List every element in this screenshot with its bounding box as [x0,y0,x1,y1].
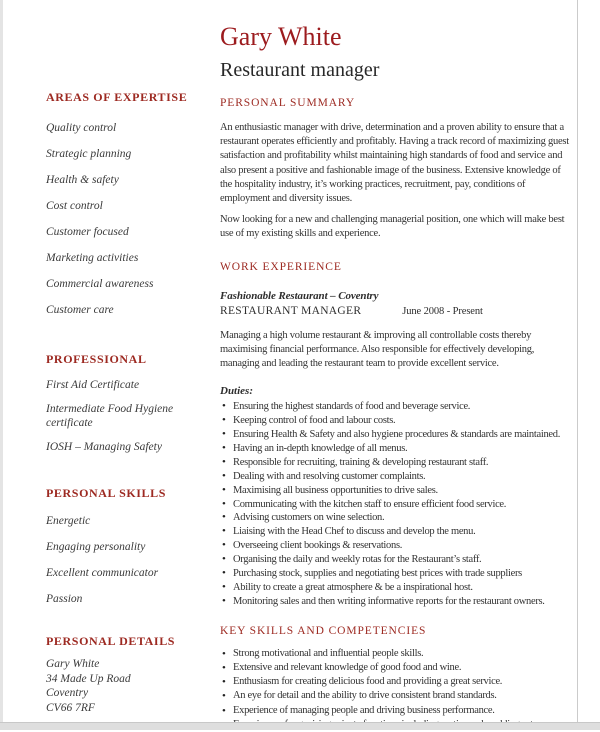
key-skills-list [220,647,569,732]
duties-list [220,400,569,609]
key-skill-item: • Extensive and relevant knowledge of good food and wine. [220,661,569,675]
work-description: Managing a high volume restaurant & improving all controllable costs thereby maximising financial performance. Also responsible for effectively developing, managing and leading the restaurant team to provide excellent service. [220,329,535,370]
duty-item: • Maximising all business opportunities to drive sales. [220,484,569,498]
candidate-name: Gary White [220,22,342,51]
list-item: Health & safety [46,174,119,186]
areas-of-expertise-heading: AREAS OF EXPERTISE [46,90,188,104]
role-row [220,304,569,319]
role-title: RESTAURANT MANAGER [220,304,362,317]
duty-item: • Overseeing client bookings & reservations. [220,539,569,553]
personal-skills-heading: PERSONAL SKILLS [46,486,167,500]
list-item: Customer focused [46,226,129,238]
list-item: CV66 7RF [46,701,95,714]
list-item: Energetic [46,515,91,527]
duty-item: • Keeping control of food and labour costs. [220,414,569,428]
personal-details-heading: PERSONAL DETAILS [46,634,176,648]
summary-paragraph-2: Now looking for a new and challenging managerial position, one which will make best use of my existing skills and experience. [220,214,565,240]
duty-item: • Monitoring sales and then writing informative reports for the restaurant owners. [220,595,569,609]
summary-paragraph-1: An enthusiastic manager with drive, determination and a proven ability to ensure that a restaurant operates efficiently and profitably. Having a track record of maximizing guest satisfaction and profitability whilst maintaining high standards of food and service and also present a positive and fashionable image of the business. Extensive knowledge of the hospitality industry, it’s working practices, recruitment, pay, conditions of employment and diversity issues. [220,122,569,205]
employer-line: Fashionable Restaurant – Coventry [220,289,379,302]
key-skill-item: • An eye for detail and the ability to drive consistent brand standards. [220,689,569,703]
work-experience-heading: WORK EXPERIENCE [220,260,342,273]
employment-dates: June 2008 - Present [402,305,483,317]
areas-of-expertise-list [46,121,192,317]
list-item: Customer care [46,304,114,316]
list-item: Gary White [46,658,100,670]
page-bottom-edge [0,722,600,730]
key-skills-heading: KEY SKILLS AND COMPETENCIES [220,624,427,637]
duty-item: • Having an in-depth knowledge of all menus. [220,442,569,456]
list-item: Strategic planning [46,148,132,160]
duty-item: • Organising the daily and weekly rotas for the Restaurant’s staff. [220,553,569,567]
list-item: 34 Made Up Road [46,672,131,685]
duty-item: • Communicating with the kitchen staff to ensure efficient food service. [220,498,569,512]
list-item: First Aid Certificate [46,379,140,391]
section-personal-skills [46,486,192,606]
duty-item: • Dealing with and resolving customer complaints. [220,470,569,484]
personal-summary-heading: PERSONAL SUMMARY [220,97,356,109]
candidate-job-title: Restaurant manager [220,59,380,81]
duty-item: • Ensuring Health & Safety and also hygiene procedures & standards are maintained. [220,428,569,442]
list-item: Quality control [46,122,117,134]
duty-item: • Liaising with the Head Chef to discuss and develop the menu. [220,525,569,539]
professional-list [46,378,192,454]
key-skill-item: • Strong motivational and influential people skills. [220,647,569,661]
professional-heading: PROFESSIONAL [46,352,147,366]
list-item: Cost control [46,200,103,212]
resume-main-column [220,0,577,722]
duty-item: • Responsible for recruiting, training & developing restaurant staff. [220,456,569,470]
key-skill-item: • Enthusiasm for creating delicious food and providing a great service. [220,675,569,689]
section-personal-details [46,634,192,715]
duty-item: • Purchasing stock, supplies and negotiating best prices with trade suppliers [220,567,569,581]
list-item: Coventry [46,687,89,699]
resume-sidebar [3,0,220,722]
list-item: Marketing activities [46,252,139,264]
list-item: Excellent communicator [46,567,159,579]
section-areas-of-expertise [46,90,192,317]
list-item: Engaging personality [46,541,146,553]
list-item: Intermediate Food Hygiene certificate [46,403,174,429]
list-item: Passion [46,593,83,605]
list-item: IOSH – Managing Safety [46,441,162,453]
key-skill-item: • Experience of managing people and driving business performance. [220,704,569,718]
list-item: Commercial awareness [46,278,154,290]
personal-details-list [46,657,192,715]
duty-item: • Advising customers on wine selection. [220,511,569,525]
personal-skills-list [46,514,192,606]
duty-item: • Ensuring the highest standards of food and beverage service. [220,400,569,414]
duty-item: • Ability to create a great atmosphere & be a inspirational host. [220,581,569,595]
duties-label: Duties: [220,385,253,398]
section-professional [46,352,192,454]
